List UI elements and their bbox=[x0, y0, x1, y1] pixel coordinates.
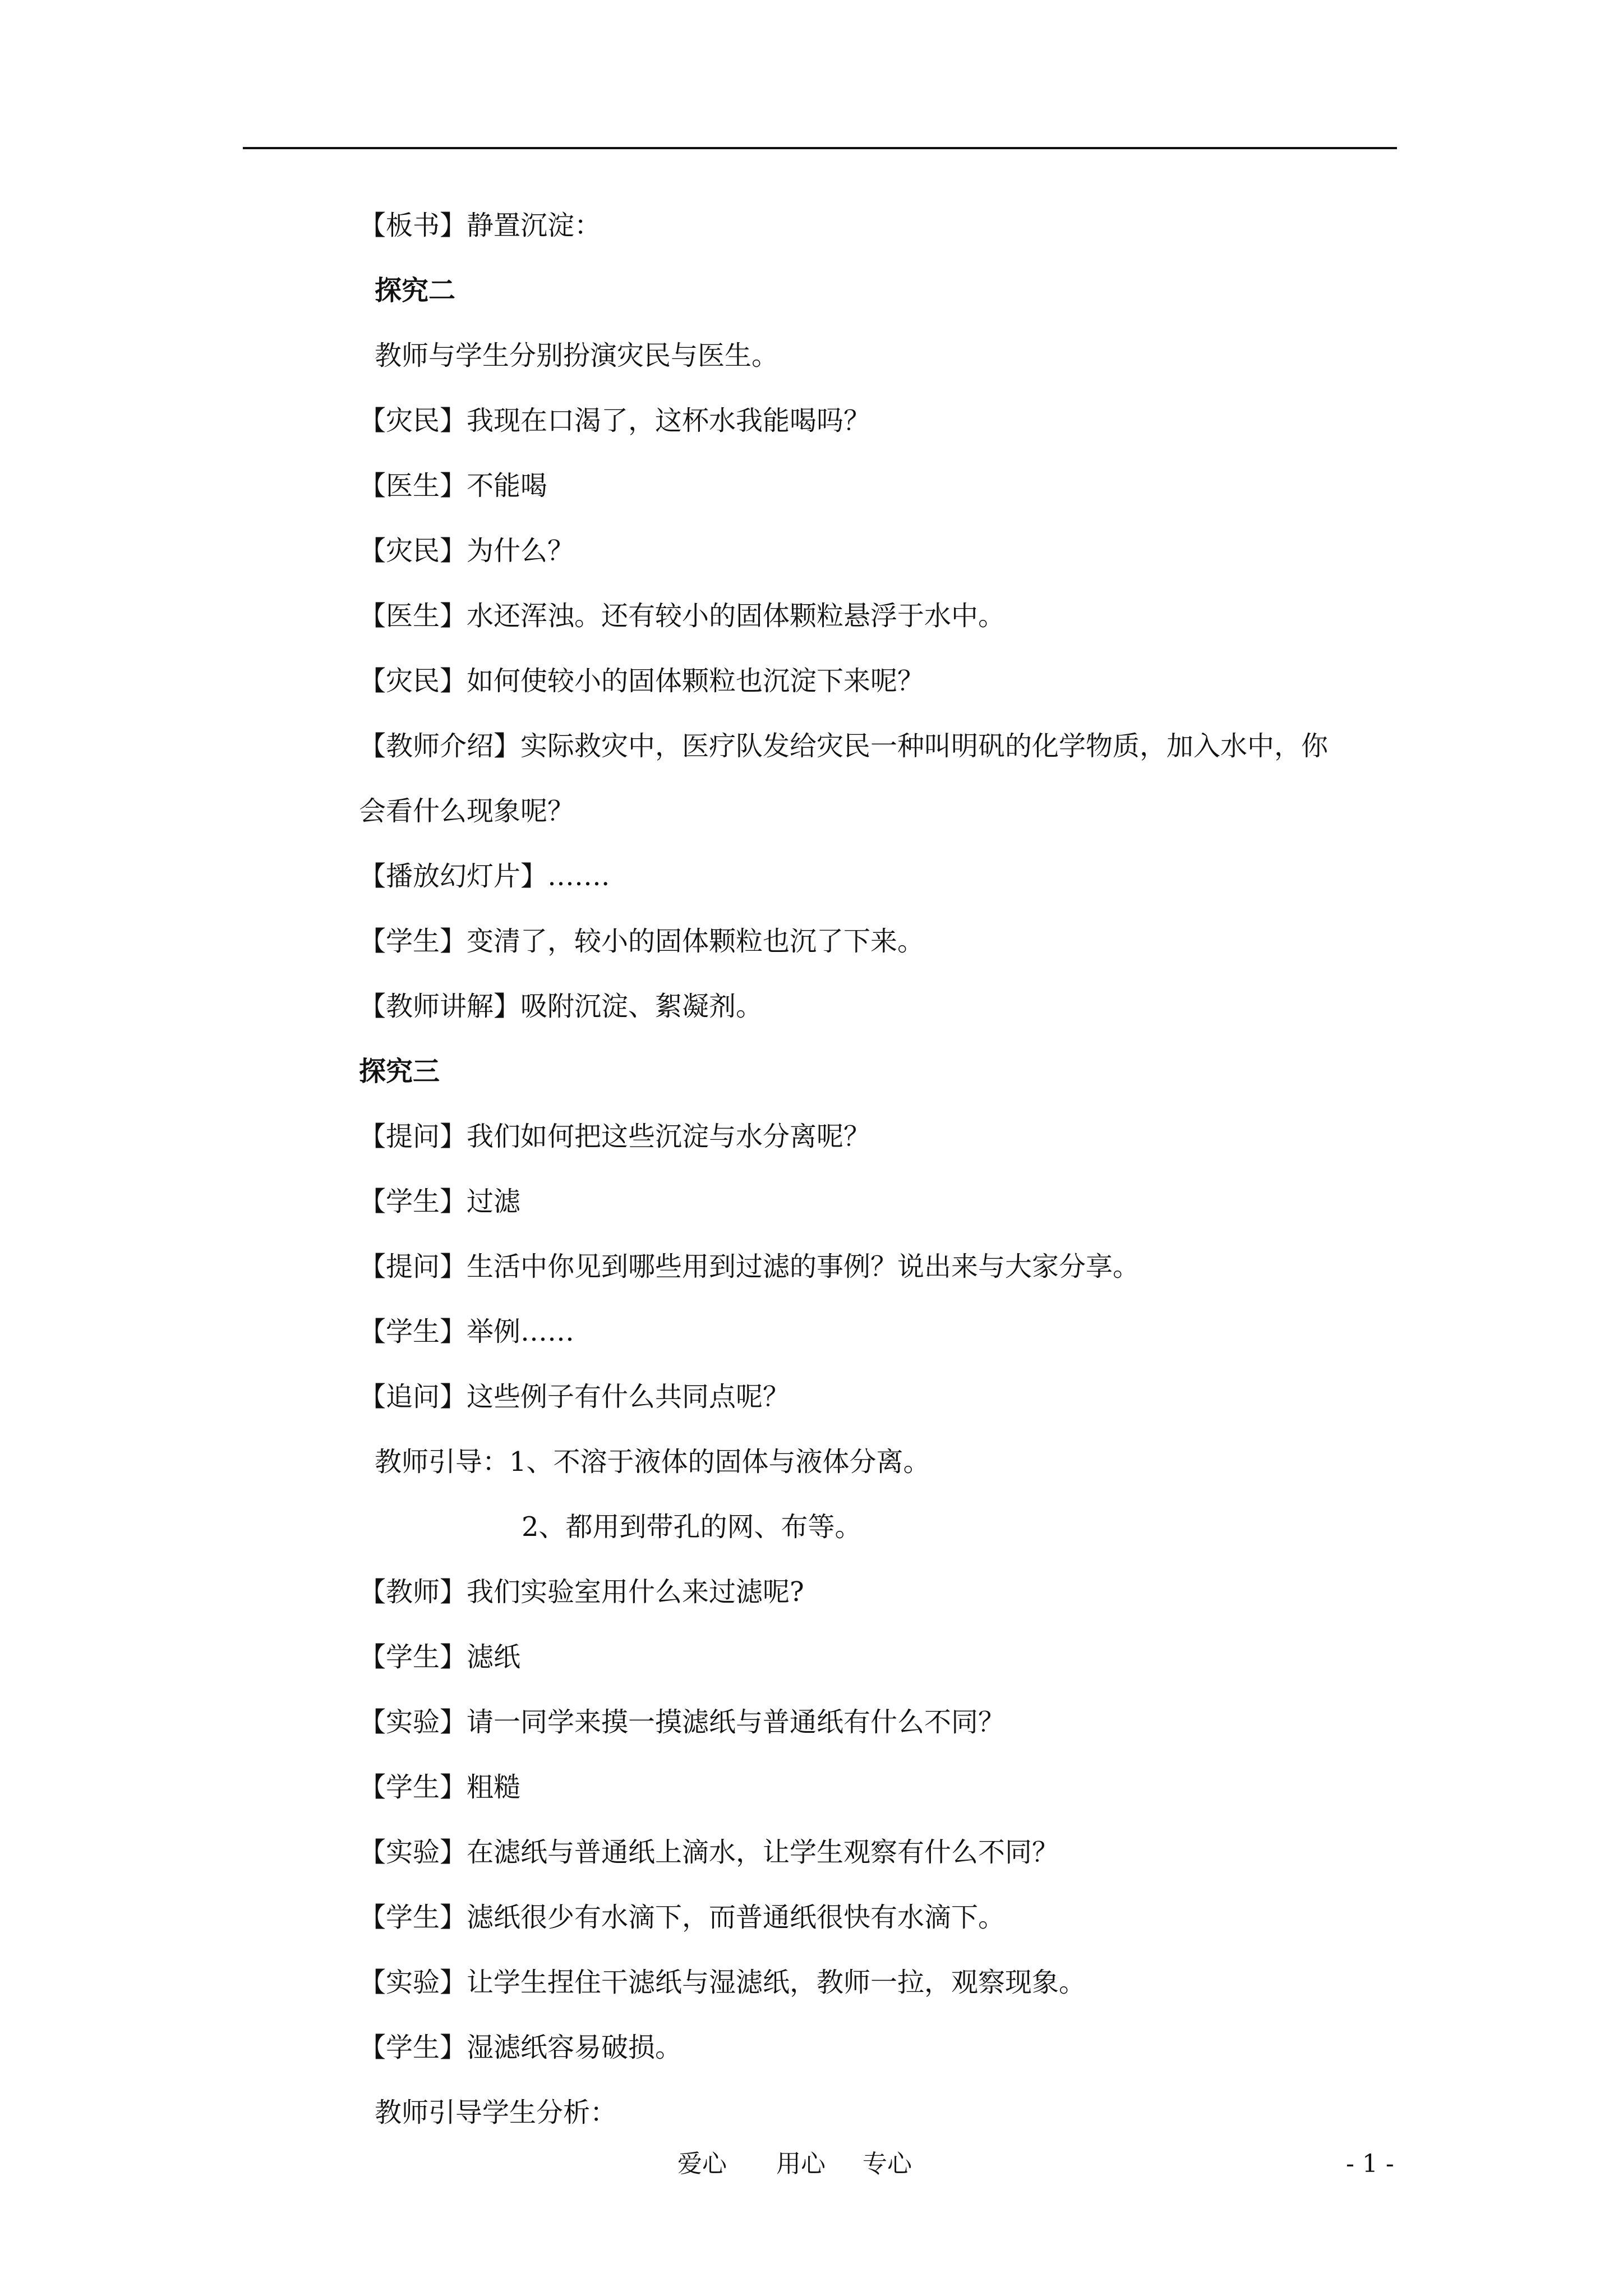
text-line: 【灾民】为什么？ bbox=[359, 535, 575, 567]
text-line: 【学生】湿滤纸容易破损。 bbox=[359, 2032, 683, 2063]
footer-motto-1: 爱心 bbox=[677, 2150, 727, 2178]
text-line: 【教师介绍】实际救灾中，医疗队发给灾民一种叫明矾的化学物质，加入水中，你 bbox=[359, 730, 1329, 762]
text-line: 【提问】我们如何把这些沉淀与水分离呢？ bbox=[359, 1121, 871, 1152]
section-heading: 探究二 bbox=[375, 275, 456, 306]
text-line: 【灾民】如何使较小的固体颗粒也沉淀下来呢？ bbox=[359, 665, 925, 697]
text-line: 【实验】请一同学来摸一摸滤纸与普通纸有什么不同？ bbox=[359, 1706, 1006, 1738]
text-line: 【实验】在滤纸与普通纸上滴水，让学生观察有什么不同？ bbox=[359, 1837, 1059, 1868]
text-line: 2、都用到带孔的网、布等。 bbox=[522, 1511, 862, 1543]
text-line: 【教师讲解】吸附沉淀、絮凝剂。 bbox=[359, 991, 763, 1022]
text-line: 教师与学生分别扮演灾民与医生。 bbox=[375, 340, 779, 371]
text-line: 【学生】粗糙 bbox=[359, 1772, 521, 1803]
text-line: 【医生】不能喝 bbox=[359, 470, 548, 501]
header-rule bbox=[243, 147, 1397, 149]
text-line: 【医生】水还浑浊。还有较小的固体颗粒悬浮于水中。 bbox=[359, 600, 1006, 632]
text-line: 【追问】这些例子有什么共同点呢？ bbox=[359, 1381, 790, 1412]
footer-motto-2: 用心 bbox=[776, 2150, 826, 2178]
text-line: 【学生】滤纸 bbox=[359, 1641, 521, 1673]
text-line: 【学生】过滤 bbox=[359, 1186, 521, 1217]
text-line: 【灾民】我现在口渴了，这杯水我能喝吗？ bbox=[359, 405, 871, 436]
text-line: 【教师】我们实验室用什么来过滤呢? bbox=[359, 1576, 804, 1608]
text-line: 【学生】滤纸很少有水滴下，而普通纸很快有水滴下。 bbox=[359, 1902, 1006, 1933]
text-line: 【板书】静置沉淀： bbox=[359, 210, 602, 241]
text-line: 教师引导学生分析： bbox=[375, 2097, 617, 2128]
footer-motto-3: 专心 bbox=[863, 2150, 912, 2178]
text-line: 【学生】变清了，较小的固体颗粒也沉了下来。 bbox=[359, 926, 925, 957]
text-line: 【播放幻灯片】……. bbox=[359, 861, 610, 892]
text-line: 【提问】生活中你见到哪些用到过滤的事例？说出来与大家分享。 bbox=[359, 1251, 1140, 1282]
section-heading: 探究三 bbox=[359, 1056, 440, 1087]
page-number: - 1 - bbox=[1346, 2150, 1394, 2178]
text-line: 【实验】让学生捏住干滤纸与湿滤纸，教师一拉，观察现象。 bbox=[359, 1967, 1086, 1998]
text-line: 教师引导：1、不溶于液体的固体与液体分离。 bbox=[375, 1446, 930, 1478]
text-line: 会看什么现象呢？ bbox=[359, 795, 575, 827]
text-line: 【学生】举例…… bbox=[359, 1316, 575, 1347]
